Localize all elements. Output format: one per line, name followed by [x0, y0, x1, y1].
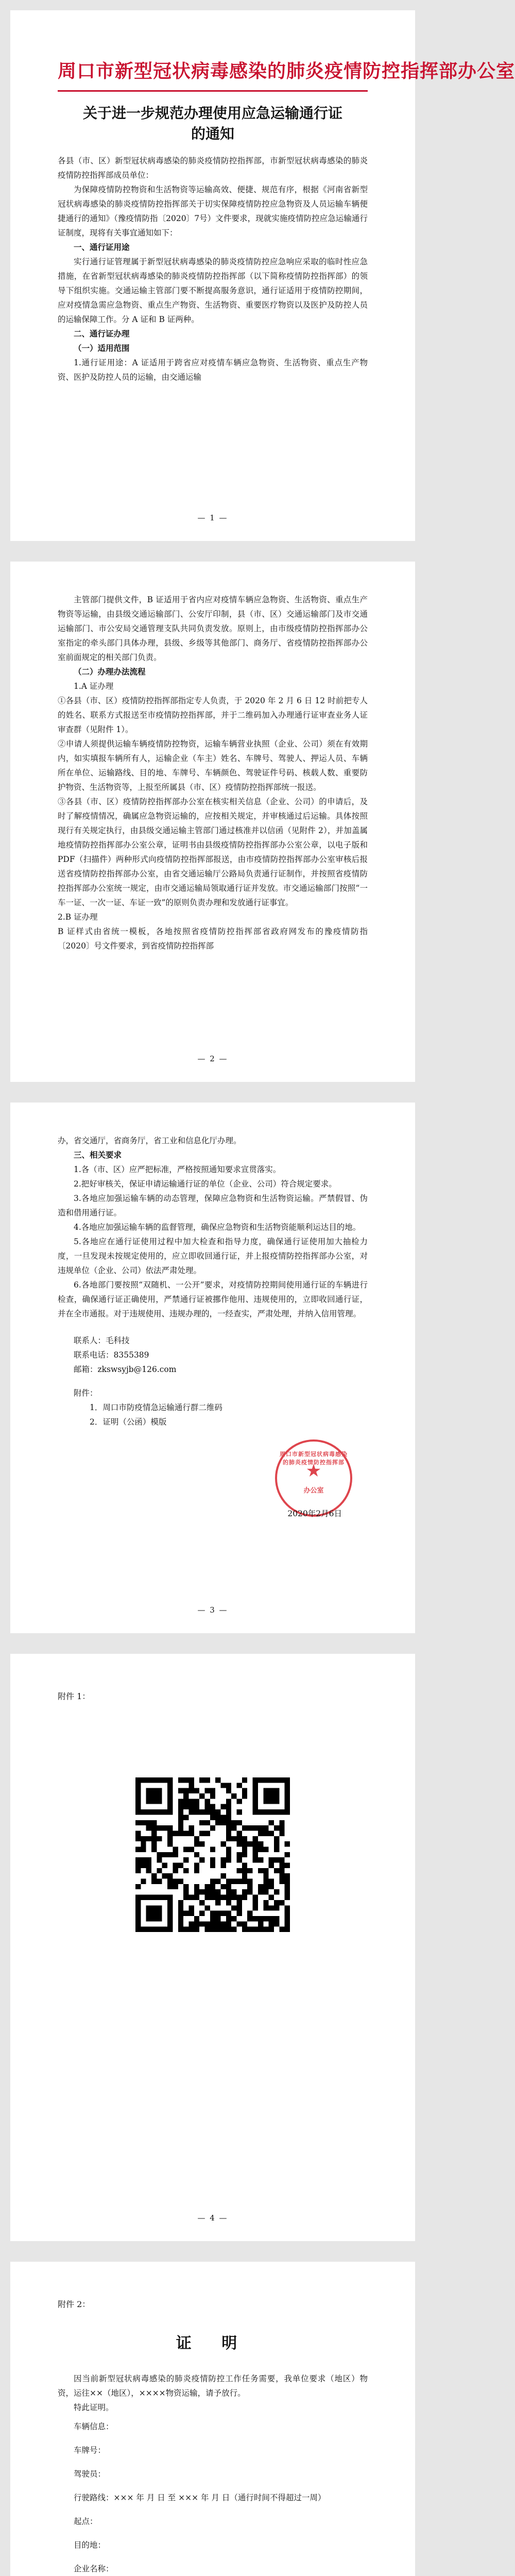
- page-number-3: — 3 —: [197, 1605, 228, 1615]
- contact-block: [58, 1333, 368, 1377]
- page-1: [10, 10, 515, 541]
- subsection2-heading: （二）办理办法流程: [74, 667, 146, 676]
- section1-paragraph: 实行通行证管理属于新型冠状病毒感染的肺炎疫情防控应急响应采取的临时性应急措施，在省新型冠状病毒感染的肺炎疫情防控指挥部（以下简称疫情防控指挥部）的领导下组织实施。交通运输主管部门要不断提高服务意识，通行证适用于疫情防控期间，应对疫情急需应急物资、重点生产物资、生活物资、重要医疗物资以及医护及防控人员的运输保障工作。分 A 证和 B 证两种。: [58, 257, 368, 324]
- attachment2-label: 附件 2：: [58, 2299, 91, 2309]
- field-destination: 目的地：: [74, 2540, 106, 2550]
- section2-heading: 二、通行证办理: [74, 329, 130, 338]
- seal-star-icon: ★: [305, 1460, 322, 1481]
- requirement-1: 1.各（市、区）应严把标准，严格按照通知要求宣贯落实。: [74, 1165, 281, 1174]
- certificate-body: [58, 2371, 368, 2576]
- page-4: [10, 1654, 415, 2241]
- header-red-line: [58, 90, 368, 92]
- seal-inner-text: 办公室: [303, 1486, 324, 1495]
- contact-phone: 联系电话：8355389: [74, 1350, 149, 1360]
- document-title: [58, 103, 368, 144]
- section1-heading: 一、通行证用途: [74, 243, 130, 252]
- issuer-block: [58, 1450, 368, 1532]
- section3-heading: 三、相关要求: [74, 1150, 122, 1160]
- subsection2-text: 1.A 证办理 ①各县（市、区）疫情防控指挥部指定专人负责，于 2020 年 2 月 6 日 12 时前把专人的姓名、联系方式报送至市疫情防控指挥部，并于二维码加入办理通行证审查业务人证审查群（见附件 1）。 ②申请人须提供运输车辆疫情防控物资，运输车辆营业执照（企业、公司）须在有效期内，如实填报车辆所有人，运输企业（车主）姓名、车牌号、驾驶人、押运人员、车辆所在单位、运输路线、目的地、车牌号、车辆颜色、驾驶证件号码、核载人数、重要防护物资、生活物资等，上报至所属县（市、区）疫情防控指挥部统一报送。 ③各县（市、区）疫情防控指挥部办公室在核实相关信息（企业、公司）的申请后，及时了解疫情情况，确属应急物资运输的，应按相关规定，并审核通过后运输。具体按照现行有关规定执行，由县级交通运输主管部门通过核准并以信函（见附件 2），并加盖属地疫情防控指挥部办公室公章，证明书由县级疫情防控指挥部办公室公章，以电子版和 PDF（扫描件）两种形式向疫情防控指挥部报送，由市疫情防控指挥部办公室审核后报送省疫情防控指挥部办公室，由省交通运输厅公路局负责通行证制作，并按照省疫情防控指挥部办公室统一规定，由市交通运输局领取通行证并发放。市交通运输部门按照“一车一证、一次一证、车证一致”的原则负责办理和发放通行证事宜。 2.B 证办理 B 证样式由省统一模板，各地按照省疫情防控指挥部省政府网发布的豫疫情防指〔2020〕号文件要求，到省疫情防控指挥部: [58, 682, 368, 951]
- page-5: [10, 2262, 415, 2576]
- intro-paragraph: 为保障疫情防控物资和生活物资等运输高效、便捷、规范有序，根据《河南省新型冠状病毒感染的肺炎疫情防控指挥部关于切实保障疫情防控应急物资及人员运输车辆便捷通行的通知》（豫疫情防指〔2020〕7号）文件要求，现就实施疫情防控应急运输通行证制度，现将有关事宜通知如下：: [58, 185, 368, 238]
- attachment1-label: 附件 1：: [58, 1691, 91, 1701]
- section2-tail: 办，省交通厅，省商务厅，省工业和信息化厅办理。: [58, 1136, 242, 1145]
- official-seal: [275, 1439, 352, 1517]
- field-start: 起点：: [74, 2517, 98, 2526]
- certificate-title: 证 明: [176, 2334, 250, 2352]
- page-2: [10, 562, 415, 1082]
- contact-person: 联系人：毛科技: [74, 1336, 130, 1345]
- requirement-3: 3.各地应加强运输车辆的动态管理，保障应急物资和生活物资运输。严禁假冒、伪造和借用通行证。: [58, 1194, 368, 1217]
- field-route: 行驶路线：××× 年 月 日 至 ××× 年 月 日（通行时间不得超过一周）: [74, 2493, 326, 2502]
- requirement-5: 5.各地应在通行证使用过程中加大检查和指导力度，确保通行证使用加大抽检力度，一旦发现未按规定使用的，应立即收回通行证，并上报疫情防控指挥部办公室，对违规单位（企业、公司）依法严肃处理。: [58, 1237, 368, 1275]
- subsection1-text-part1: 1.通行证用途：A 证适用于跨省应对疫情车辆应急物资、生活物资、重点生产物资、医护及防控人员的运输，由交通运输: [58, 358, 368, 382]
- subsection1-heading: （一）适用范围: [74, 343, 130, 353]
- attachments-label: 附件：: [74, 1388, 98, 1398]
- issuer-date: 2020年2月6日: [287, 1509, 342, 1518]
- page-2-content: [58, 562, 368, 953]
- page-number-1: — 1 —: [197, 513, 228, 522]
- attachment-item-1: 1．周口市防疫情急运输通行群二维码: [90, 1403, 222, 1412]
- salutation: 各县（市、区）新型冠状病毒感染的肺炎疫情防控指挥部，市新型冠状病毒感染的肺炎疫情防控指挥部成员单位：: [58, 156, 368, 180]
- page-3-content: [58, 1103, 368, 1532]
- page-3: [10, 1103, 415, 1633]
- requirement-4: 4.各地应加强运输车辆的监督管理，确保应急物资和生活物资能顺利运达目的地。: [74, 1223, 361, 1232]
- seal-ring-text: 周口市新型冠状病毒感染的肺炎疫情防控指挥部: [280, 1451, 348, 1466]
- contact-email: 邮箱：zkswsyjb@126.com: [74, 1365, 177, 1374]
- page-1-content: [58, 154, 368, 384]
- document-title-line2: 的通知: [191, 125, 234, 142]
- subsection1-text-part2: 主管部门提供文件，B 证适用于省内应对疫情车辆应急物资、生活物资、重点生产物资等运输，由县级交通运输部门、公安厅印制，县（市、区）交通运输部门及市交通运输部门、市公安局交通管理支队共同负责发放。原则上，由市级疫情防控指挥部办公室指定的牵头部门具体办理，县级、乡级等其他部门、商务厅、省疫情防控指挥部办公室前面规定的相关部门负责。: [58, 595, 368, 662]
- document-header-title: 周口市新型冠状病毒感染的肺炎疫情防控指挥部办公室: [58, 61, 515, 82]
- document-title-line1: 关于进一步规范办理使用应急运输通行证: [82, 105, 342, 122]
- page-number-4: — 4 —: [197, 2213, 228, 2223]
- qr-code: [135, 1777, 290, 1932]
- field-plate: 车牌号：: [74, 2446, 106, 2455]
- field-company: 企业名称：: [74, 2564, 114, 2573]
- field-vehicle: 车辆信息：: [74, 2422, 114, 2431]
- page-number-2: — 2 —: [197, 1054, 228, 1063]
- certificate-specifics: 特此证明。: [74, 2403, 114, 2412]
- field-driver: 驾驶员：: [74, 2469, 106, 2479]
- attachment-item-2: 2．证明（公函）模版: [90, 1417, 167, 1427]
- attachments-block: [58, 1386, 368, 1429]
- requirement-6: 6.各地部门要按照“双随机、一公开”要求，对疫情防控期间使用通行证的车辆进行检查，确保通行证正确使用，严禁通行证被挪作他用、违规使用的，立即收回通行证，并在全市通报。对于违规使用、违规办理的，一经查实，严肃处理，并纳入信用管理。: [58, 1280, 368, 1318]
- requirement-2: 2.把好审核关，保证申请运输通行证的单位（企业、公司）符合规定要求。: [74, 1179, 337, 1189]
- certificate-intro: 因当前新型冠状病毒感染的肺炎疫情防控工作任务需要，我单位要求（地区）物资，运往××（地区），××××物资运输，请予放行。: [58, 2374, 368, 2398]
